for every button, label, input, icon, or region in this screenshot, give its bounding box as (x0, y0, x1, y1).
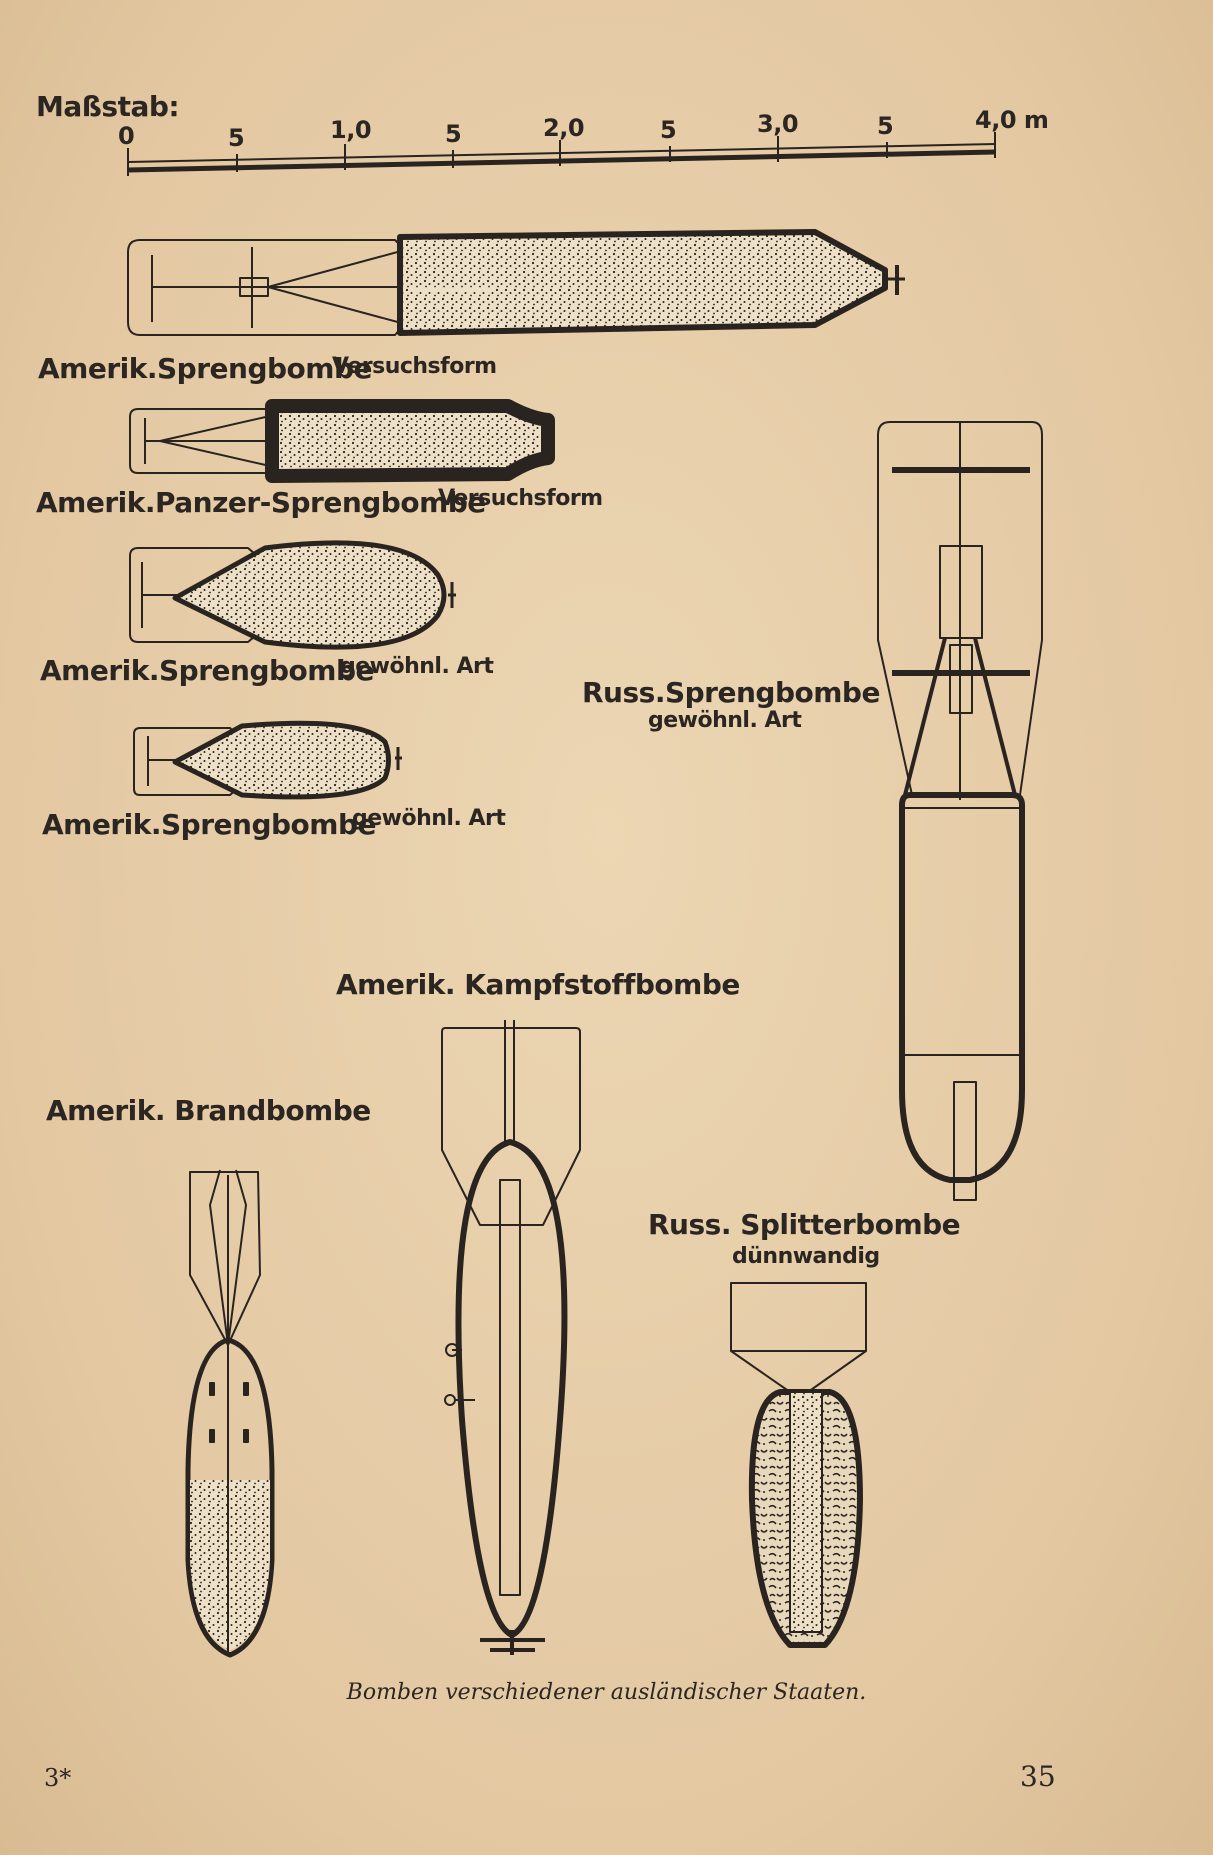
amerik-sprengbombe-gewoehnl-2-drawing (134, 723, 402, 797)
scale-title: Maßstab: (36, 90, 180, 123)
amerik-sprengbombe-versuchsform-drawing (128, 232, 905, 335)
bomb-label: Amerik. Kampfstoffbombe (336, 968, 740, 1001)
bomb-note: Versuchsform (438, 486, 603, 511)
bomb-note: gewöhnl. Art (340, 654, 494, 679)
amerik-sprengbombe-gewoehnl-1-drawing (130, 543, 456, 647)
scale-tick-label: 1,0 (330, 116, 372, 144)
bomb-label: Amerik.Panzer-Sprengbombe (36, 486, 486, 519)
amerik-kampfstoffbombe-drawing (442, 1020, 580, 1655)
page-number: 35 (1020, 1760, 1056, 1793)
scale-tick-label: 3,0 (757, 110, 799, 138)
russ-splitterbombe-drawing (731, 1283, 866, 1645)
bomb-note: Versuchsform (332, 354, 497, 379)
scale-tick-label: 5 (660, 116, 677, 144)
scale-tick-label: 5 (445, 120, 462, 148)
amerik-panzer-sprengbombe-drawing (130, 406, 548, 476)
bomb-note: gewöhnl. Art (648, 708, 802, 733)
scale-tick-label: 2,0 (543, 114, 585, 142)
bomb-label: Russ. Splitterbombe (648, 1208, 961, 1241)
scale-tick-label: 0 (118, 122, 135, 150)
signature-mark: 3* (44, 1764, 72, 1792)
bomb-label: Amerik.Sprengbombe (42, 808, 376, 841)
bomb-label: Amerik. Brandbombe (46, 1094, 371, 1127)
bomb-label: Amerik.Sprengbombe (38, 352, 372, 385)
bomb-label: Amerik.Sprengbombe (40, 654, 374, 687)
scale-tick-label: 5 (228, 124, 245, 152)
figure-caption: Bomben verschiedener ausländischer Staaten. (346, 1680, 867, 1705)
russ-sprengbombe-drawing (878, 422, 1042, 1200)
bomb-label: Russ.Sprengbombe (582, 676, 880, 709)
amerik-brandbombe-drawing (188, 1170, 272, 1655)
bomb-note: gewöhnl. Art (352, 806, 506, 831)
scale-tick-label: 5 (877, 112, 894, 140)
bomb-note: dünnwandig (732, 1244, 880, 1269)
scale-tick-label: 4,0 m (975, 106, 1049, 134)
